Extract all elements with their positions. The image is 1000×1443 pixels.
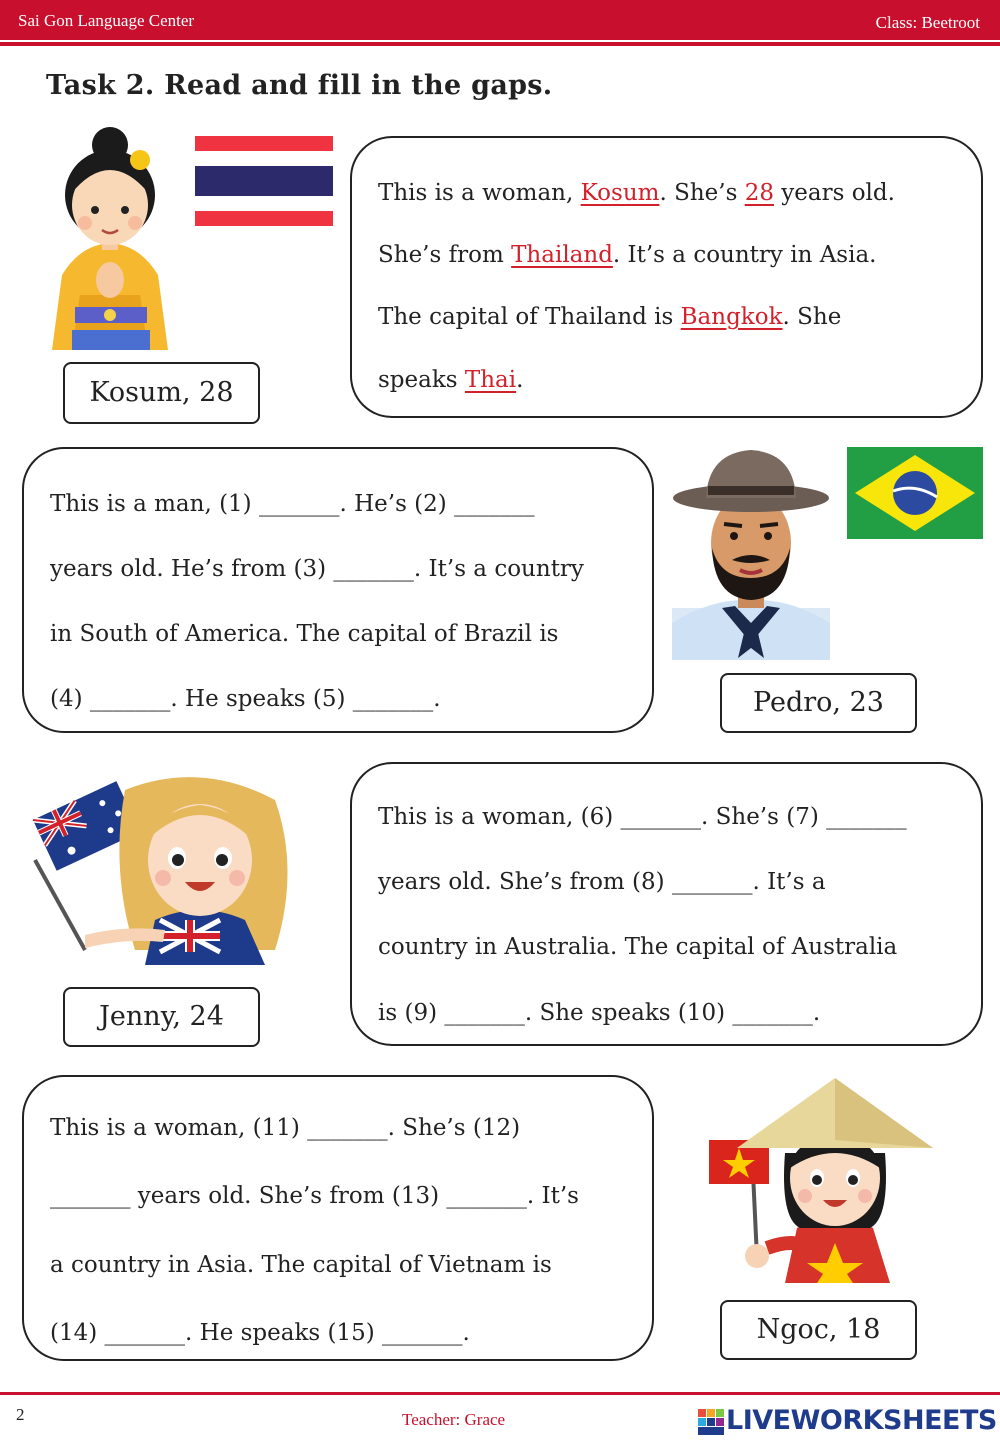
australian-girl-illustration: [25, 770, 295, 970]
ngoc-line-1: This is a woman, (11) _______. She’s (12): [50, 1115, 521, 1141]
pedro-line-3: in South of America. The capital of Brazil is: [50, 621, 559, 647]
vietnamese-girl-illustration: [705, 1078, 935, 1283]
jenny-name-label: [63, 987, 260, 1047]
answer-language: Thai: [464, 367, 517, 393]
footer-divider: [0, 1392, 1000, 1395]
answer-name: Kosum: [580, 180, 660, 206]
brazil-man-illustration: [672, 448, 830, 660]
thai-woman-illustration: [40, 125, 180, 353]
answer-age: 28: [744, 180, 774, 206]
brazil-flag: [847, 447, 983, 539]
teacher-name: Teacher: Grace: [402, 1410, 506, 1429]
header-divider: [0, 42, 1000, 46]
jenny-line-4: is (9) _______. She speaks (10) _______.: [378, 1000, 821, 1026]
text-segment: . It’s a country in Asia.: [612, 242, 877, 268]
ngoc-line-4: (14) _______. He speaks (15) _______.: [50, 1320, 470, 1346]
text-segment: . She: [782, 304, 842, 330]
label-text: Pedro, 23: [753, 687, 884, 718]
ngoc-line-3: a country in Asia. The capital of Vietnam is: [50, 1252, 552, 1278]
jenny-text-bubble: [350, 762, 983, 1046]
pedro-name-label: [720, 673, 917, 733]
answer-country: Thailand: [511, 242, 613, 268]
text-segment: speaks: [378, 367, 465, 393]
text-segment: This is a woman,: [378, 180, 581, 206]
pedro-line-1: This is a man, (1) _______. He’s (2) _______: [50, 491, 535, 517]
ngoc-line-2: _______ years old. She’s from (13) _______. It’s: [50, 1183, 579, 1209]
example-name-label: [63, 362, 260, 424]
example-line-1: [378, 180, 895, 206]
example-text-bubble: [350, 136, 983, 418]
ngoc-text-bubble: [22, 1075, 654, 1361]
example-line-3: [378, 304, 841, 330]
page-number: 2: [16, 1405, 25, 1424]
text-segment: years old.: [773, 180, 895, 206]
answer-capital: Bangkok: [680, 304, 783, 330]
text-segment: .: [516, 367, 524, 393]
ngoc-name-label: [720, 1300, 917, 1360]
logo-text: LIVEWORKSHEETS: [726, 1405, 997, 1436]
example-line-2: [378, 242, 877, 268]
label-text: Ngoc, 18: [756, 1314, 881, 1345]
thailand-flag: [195, 136, 333, 226]
text-segment: She’s from: [378, 242, 512, 268]
label-text: Kosum, 28: [89, 377, 234, 408]
text-segment: The capital of Thailand is: [378, 304, 681, 330]
text-segment: . She’s: [659, 180, 745, 206]
task-title: Task 2. Read and fill in the gaps.: [46, 70, 553, 101]
jenny-line-2: years old. She’s from (8) _______. It’s a: [378, 869, 826, 895]
liveworksheets-logo[interactable]: [698, 1405, 997, 1436]
pedro-line-4: (4) _______. He speaks (5) _______.: [50, 686, 441, 712]
pedro-line-2: years old. He’s from (3) _______. It’s a country: [50, 556, 584, 582]
example-line-4: [378, 367, 523, 393]
school-name: Sai Gon Language Center: [18, 11, 195, 30]
liveworksheets-logo-icon: [698, 1409, 724, 1435]
pedro-text-bubble: [22, 447, 654, 733]
jenny-line-1: This is a woman, (6) _______. She’s (7) _______: [378, 804, 907, 830]
label-text: Jenny, 24: [99, 1001, 224, 1032]
class-name: Class: Beetroot: [875, 13, 980, 32]
jenny-line-3: country in Australia. The capital of Australia: [378, 934, 898, 960]
